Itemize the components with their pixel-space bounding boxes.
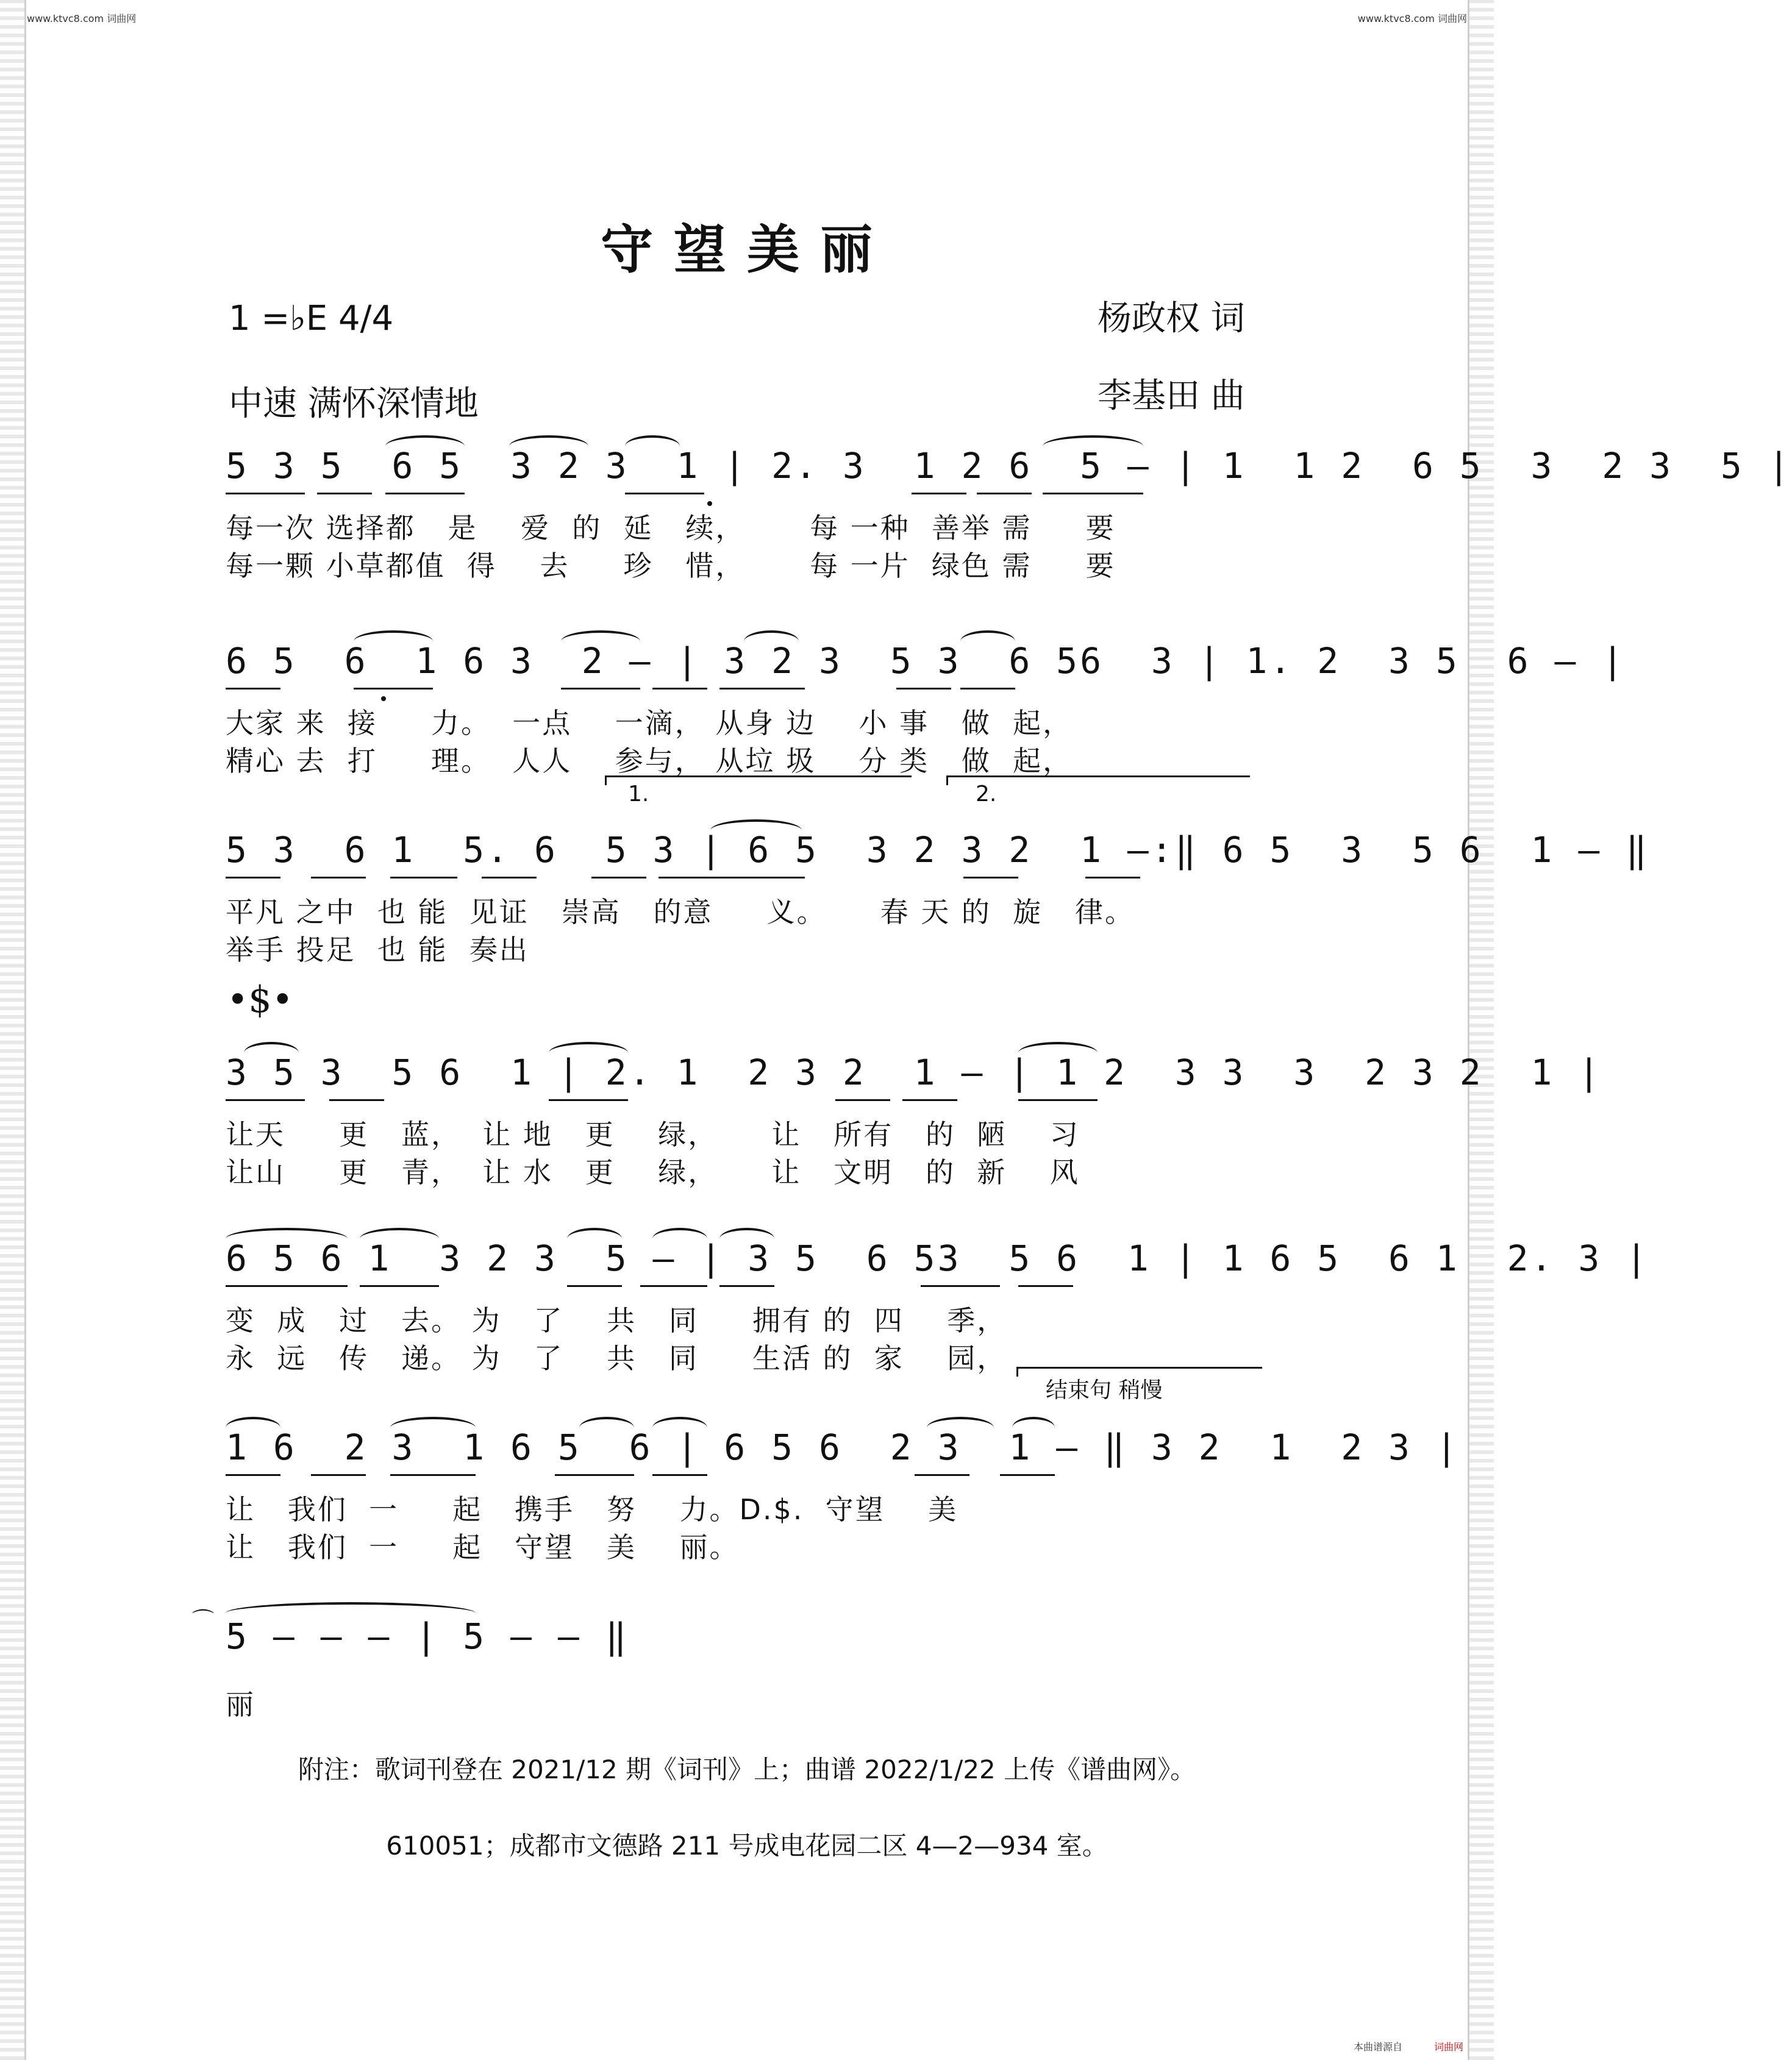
beam xyxy=(226,493,305,494)
beam xyxy=(226,877,280,879)
beam xyxy=(1018,1099,1098,1101)
beam xyxy=(390,877,457,879)
lyric-verse-2: 精心 去 打 理。 人人 参与， 从垃 圾 分 类 做 起， xyxy=(226,744,1073,777)
volta-bracket-1 xyxy=(607,775,912,785)
fermata-mark: ⌒ xyxy=(192,1608,215,1633)
beam xyxy=(482,877,537,879)
tie-long xyxy=(226,1602,476,1613)
slur xyxy=(1018,1042,1098,1053)
beam xyxy=(896,688,951,690)
slur xyxy=(960,630,1015,641)
slur xyxy=(710,819,802,830)
beam xyxy=(912,493,966,494)
notation-line: 5 3 5 6 5 3 2 3 1 | 2. 3 1 2 6 5 — | 1 1 2 6 5 3 2 3 5 | xyxy=(226,445,1792,486)
notation-line: 3 5 3 5 6 1 | 2. 1 2 3 2 1 — | 1 2 3 3 3 2 3 2 1 | xyxy=(226,1052,1602,1093)
beam xyxy=(1018,1285,1073,1287)
lyric-verse-1: 大家 来 接 力。 一点 一滴， 从身 边 小 事 做 起， xyxy=(226,707,1073,740)
beam xyxy=(1000,1474,1055,1476)
lyric-verse-1: 平凡 之中 也 能 见证 崇高 的意 义。 春 天 的 旋 律。 xyxy=(226,896,1135,928)
notation-line: 1 6 2 3 1 6 5 6 | 6 5 6 2 3 1 — ‖ 3 2 1 2 3 | xyxy=(226,1427,1460,1468)
beam xyxy=(555,1474,634,1476)
slur xyxy=(579,1417,634,1428)
beam xyxy=(921,1285,1000,1287)
song-title: 守望美丽 xyxy=(601,219,893,280)
lyric-verse-2: 让山 更 青， 让 水 更 绿， 让 文明 的 新 风 xyxy=(226,1156,1080,1189)
notation-line: 6 5 6 1 6 3 2 — | 3 2 3 5 3 6 56 3 | 1. 2 3 5 6 — | xyxy=(226,640,1626,682)
lyric-verse-1: 让 我们 一 起 携手 努 力。D.$. 守望 美 xyxy=(226,1493,958,1526)
slur xyxy=(509,435,588,446)
beam xyxy=(311,877,366,879)
slur xyxy=(567,1228,622,1239)
beam xyxy=(390,1474,476,1476)
lyric-verse-2: 每一颗 小草都值 得 去 珍 惜， 每 一片 绿色 需 要 xyxy=(226,549,1116,582)
slur xyxy=(652,1228,707,1239)
beam xyxy=(977,493,1032,494)
lyric-verse-1: 每一次 选择都 是 爱 的 延 续， 每 一种 善举 需 要 xyxy=(226,511,1116,544)
slur xyxy=(1012,1417,1055,1428)
beam xyxy=(226,688,280,690)
beam xyxy=(640,1285,707,1287)
site-watermark-right: www.ktvc8.com 词曲网 xyxy=(1357,13,1467,24)
beam xyxy=(659,877,805,879)
beam xyxy=(960,688,1015,690)
source-brand: 词曲网 xyxy=(1433,2041,1463,2053)
site-watermark-left: www.ktvc8.com 词曲网 xyxy=(27,13,137,24)
tempo-marking: 中速 满怀深情地 xyxy=(229,384,479,424)
notation-line: 6 5 6 1 3 2 3 5 — | 3 5 6 53 5 6 1 | 1 6 5 6 1 2. 3 | xyxy=(226,1238,1650,1279)
lyric-verse-1: 让天 更 蓝， 让 地 更 绿， 让 所有 的 陋 习 xyxy=(226,1118,1080,1151)
beam xyxy=(317,493,372,494)
beam xyxy=(561,688,640,690)
beam xyxy=(567,1285,622,1287)
beam xyxy=(226,1474,280,1476)
beam xyxy=(902,1099,957,1101)
lyric-verse-1: 丽 xyxy=(226,1688,255,1721)
slur xyxy=(385,435,465,446)
beam xyxy=(625,493,704,494)
lyric-verse-1: 变 成 过 去。 为 了 共 同 拥有 的 四 季， xyxy=(226,1304,1007,1337)
beam xyxy=(652,688,707,690)
beam xyxy=(591,877,646,879)
beam xyxy=(360,1285,439,1287)
beam xyxy=(915,1474,969,1476)
beam xyxy=(835,1099,890,1101)
beam xyxy=(354,688,433,690)
beam xyxy=(1085,877,1140,879)
footnote-publication: 附注：歌词刊登在 2021/12 期《词刊》上；曲谱 2022/1/22 上传《谱曲网》。 xyxy=(298,1755,1196,1784)
slur xyxy=(244,1042,299,1053)
lyric-verse-2: 永 远 传 递。 为 了 共 同 生活 的 家 园， xyxy=(226,1342,1007,1375)
beam xyxy=(719,688,805,690)
footnote-address: 610051；成都市文德路 211 号成电花园二区 4—2—934 室。 xyxy=(386,1831,1108,1861)
notation-line: 5 — — — | 5 — — ‖ xyxy=(226,1616,629,1657)
slur xyxy=(652,1417,707,1428)
low-octave-dot xyxy=(381,696,386,701)
lyric-verse-2: 让 我们 一 起 守望 美 丽。 xyxy=(226,1531,740,1564)
beam xyxy=(385,493,465,494)
key-time-signature: 1 =♭E 4/4 xyxy=(229,299,394,338)
notation-line: 5 3 6 1 5. 6 5 3 | 6 5 3 2 3 2 1 —:‖ 6 5 3 5 6 1 — ‖ xyxy=(226,829,1650,871)
beam xyxy=(226,1099,305,1101)
slur xyxy=(927,1417,994,1428)
beam xyxy=(549,1099,628,1101)
beam xyxy=(311,1474,366,1476)
beam xyxy=(963,877,1018,879)
low-octave-dot xyxy=(707,501,712,506)
slur xyxy=(561,630,640,641)
slur xyxy=(226,1228,348,1239)
source-note: 本曲谱源自 xyxy=(1353,2041,1402,2053)
slur xyxy=(625,435,680,446)
slur xyxy=(719,1228,774,1239)
slur xyxy=(390,1417,476,1428)
lyric-verse-2: 举手 投足 也 能 奏出 xyxy=(226,933,529,966)
slur xyxy=(744,630,799,641)
slur xyxy=(549,1042,628,1053)
slur xyxy=(226,1417,280,1428)
ending-marking: 结束句 稍慢 xyxy=(1046,1378,1163,1403)
segno-sign: •$• xyxy=(227,978,293,1021)
beam xyxy=(652,1474,707,1476)
volta-label-2: 2. xyxy=(976,782,997,807)
slur xyxy=(354,630,433,641)
slur xyxy=(360,1228,439,1239)
volta-label-1: 1. xyxy=(628,782,649,807)
lyricist: 杨政权 词 xyxy=(1098,299,1245,338)
slur xyxy=(1043,435,1143,446)
beam xyxy=(1043,493,1143,494)
beam xyxy=(226,1285,348,1287)
beam xyxy=(329,1099,384,1101)
composer: 李基田 曲 xyxy=(1098,376,1245,416)
beam xyxy=(719,1285,774,1287)
